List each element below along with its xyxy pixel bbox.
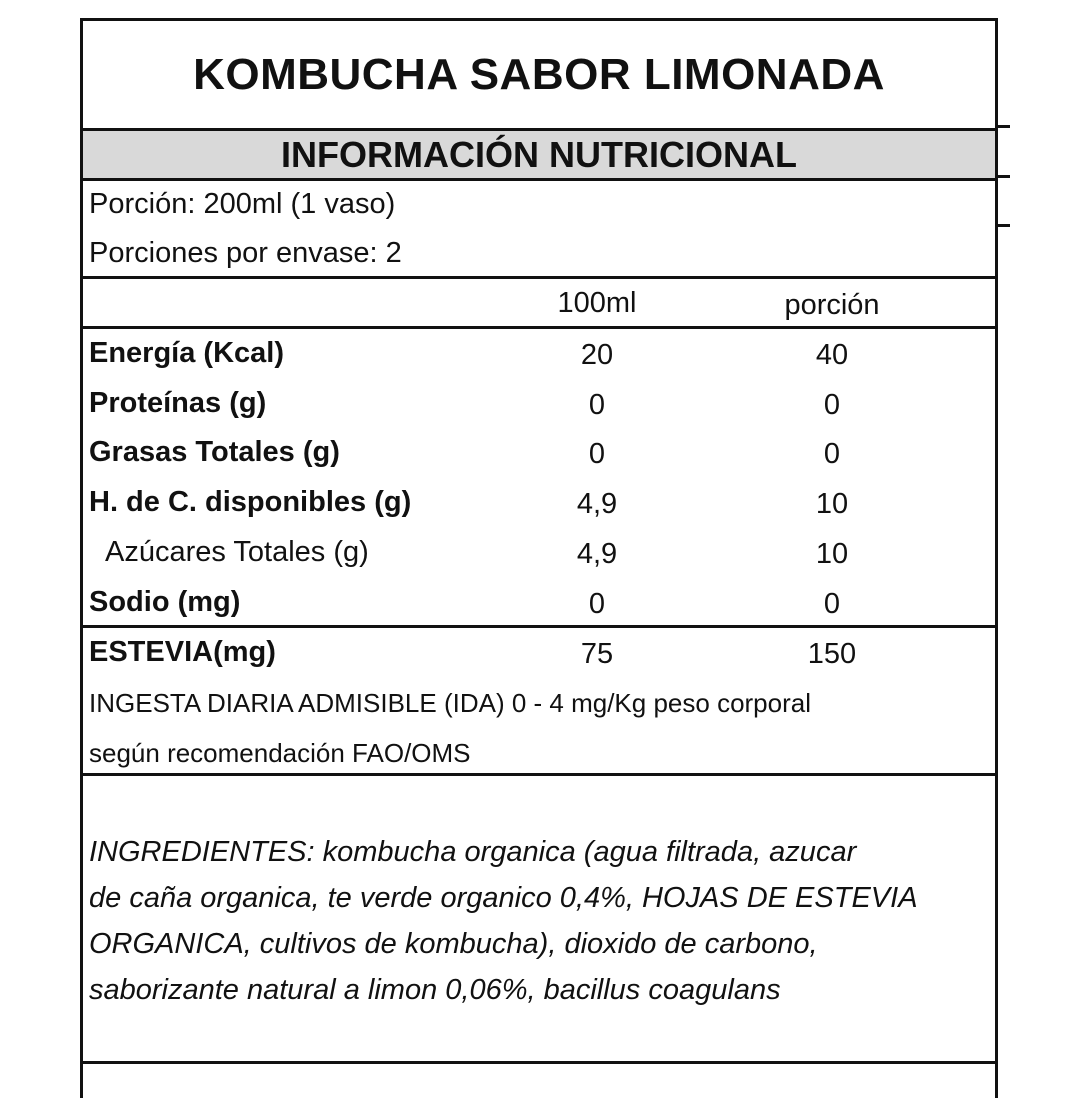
row-value-portion: 0 — [823, 438, 841, 470]
nutrition-heading: INFORMACIÓN NUTRICIONAL — [83, 131, 995, 178]
divider — [83, 1061, 995, 1064]
divider — [83, 276, 995, 279]
edge-mark — [998, 125, 1010, 128]
ingredients-line: ORGANICA, cultivos de kombucha), dioxido de carbono, — [89, 928, 818, 960]
row-label: Sodio (mg) — [89, 586, 241, 618]
divider — [83, 178, 995, 181]
stevia-value-100ml: 75 — [580, 638, 614, 670]
row-value-100ml: 4,9 — [576, 488, 618, 520]
row-value-100ml: 20 — [580, 339, 614, 371]
divider — [83, 625, 995, 628]
ida-source: según recomendación FAO/OMS — [89, 738, 471, 768]
product-title: KOMBUCHA SABOR LIMONADA — [193, 49, 885, 99]
nutrition-label — [80, 18, 998, 1098]
row-value-portion: 0 — [823, 389, 841, 421]
row-value-100ml: 0 — [588, 389, 606, 421]
ida-note: INGESTA DIARIA ADMISIBLE (IDA) 0 - 4 mg/Kg peso corporal — [89, 688, 811, 718]
row-label: Proteínas (g) — [89, 387, 267, 419]
stevia-label: ESTEVIA(mg) — [89, 636, 276, 668]
row-value-portion: 40 — [815, 339, 849, 371]
row-label: Energía (Kcal) — [89, 337, 284, 369]
divider — [83, 326, 995, 329]
stevia-value-portion: 150 — [807, 638, 857, 670]
row-value-portion: 10 — [815, 488, 849, 520]
servings-per-package: Porciones por envase: 2 — [89, 237, 402, 269]
row-label: H. de C. disponibles (g) — [89, 486, 412, 518]
divider — [83, 773, 995, 776]
row-value-portion: 10 — [815, 538, 849, 570]
edge-mark — [998, 224, 1010, 227]
serving-size: Porción: 200ml (1 vaso) — [89, 188, 396, 220]
row-value-100ml: 4,9 — [576, 538, 618, 570]
ingredients-line: de caña organica, te verde organico 0,4%, HOJAS DE ESTEVIA — [89, 882, 918, 914]
ingredients-text — [89, 829, 989, 1013]
row-label: Azúcares Totales (g) — [105, 536, 369, 568]
ingredients-line: saborizante natural a limon 0,06%, bacillus coagulans — [89, 974, 781, 1006]
row-value-100ml: 0 — [588, 588, 606, 620]
column-header-100ml: 100ml — [557, 287, 637, 319]
column-header-portion: porción — [784, 289, 880, 321]
edge-mark — [998, 175, 1010, 178]
ingredients-line: INGREDIENTES: kombucha organica (agua filtrada, azucar — [89, 836, 857, 868]
row-label: Grasas Totales (g) — [89, 436, 340, 468]
row-value-portion: 0 — [823, 588, 841, 620]
row-value-100ml: 0 — [588, 438, 606, 470]
